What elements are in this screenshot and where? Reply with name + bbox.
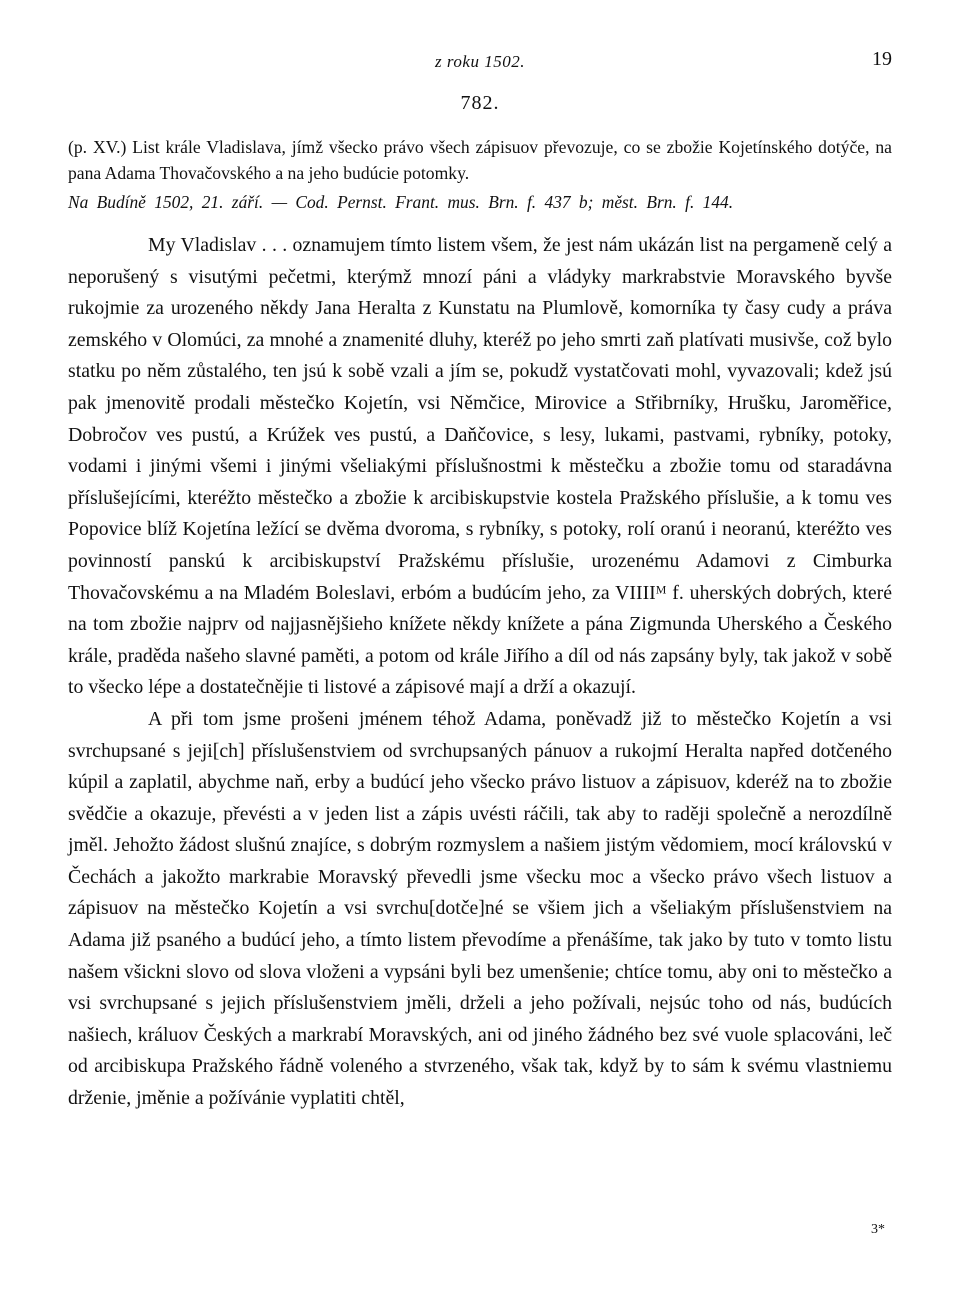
signature-mark: 3*	[871, 1222, 885, 1237]
document-number: 782.	[460, 92, 500, 114]
body-paragraph-1: My Vladislav . . . oznamujem tímto listem všem, že jest nám ukázán list na pergameně celý a neporušený s visutými pečetmi, kterýmž mnozí páni a vládyky markrabstvie Moravského byvše rukojmie za urozeného někdy Jana Heralta z Kunstatu na Plumlově, komorníka ty časy cudy a práva zemského v Olomúci, za mnohé a znamenité dluhy, kteréž po jeho smrti zaň platívati musivše, což bylo statku po něm zůstalého, ten jsú k sobě vzali a jím se, pokudž vystatčovati mohl, vyvazovali; kdež jsú pak jmenovitě prodali městečko Kojetín, vsi Němčice, Mirovice a Střibrníky, Hrušku, Jaroměřice, Dobročov ves pustú, a Krúžek ves pustú, a Daňčovice, s lesy, lukami, pastvami, rybníky, potoky, vodami i jinými všemi i jinými všeliakými příslušnostmi k městečku a zbožie tomu od staradávna příslušejícími, kteréžto městečko a zbožie k arcibiskupstvie kostela Pražského příslušie, a k tomu ves Popovice blíž Kojetína ležící se dvěma dvoroma, s rybníky, s potoky, rolí oranú i neoranú, kteréžto ves povinností panskú k arcibiskupství Pražskému příslušie, urozenému Adamovi z Cimburka Thovačovskému a na Mladém Boleslavi, erbóm a budúcím jeho, za VIIIIᴹ f. uherských dobrých, které na tom zbožie najprv od najjasnějšieho knížete někdy knížete a pána Zigmunda Uherského a Českého krále, praděda našeho slavné paměti, a potom od krále Jiřího a díl od nás zapsány byly, tak jakož v sobě to všecko lépe a dostatečnějie ti listové a zápisové mají a drží a okazují.	[68, 234, 892, 699]
running-head	[68, 46, 892, 76]
regest-reference: (p. XV.)	[68, 137, 127, 157]
running-title: z roku 1502.	[435, 52, 525, 71]
source-citation: Na Budíně 1502, 21. září. — Cod. Pernst. Frant. mus. Brn. f. 437 b; měst. Brn. f. 144.	[68, 192, 734, 212]
page-number: 19	[872, 48, 892, 70]
body-paragraph-2: A při tom jsme prošeni jménem téhož Adama, poněvadž již to městečko Kojetín a vsi svrchupsané s jeji[ch] příslušenstviem od svrchupsaných pánuov a rukojmí Heralta napřed dotčeného kúpil a zaplatil, abychme naň, erby a budúcí jeho všecko právo listuov a zápisuov, kderéž na to zbožie svědčie a okazuje, převésti a v jeden list a zápis uvésti ráčili, tak aby to raději společně a nerozdílně jměl. Jehožto žádost slušnú znajíce, s dobrým rozmyslem a našiem jistým vědomiem, mocí královskú v Čechách a jakožto markrabie Moravský převedli jsme všecku moc a všecko právo všech listuov a zápisuov na městečko Kojetín a vsi svrchu[dotče]né se všiem jich a všeliakým příslušenstviem na Adama již psaného a budúcí jeho, a tímto listem převodíme a přenášíme, tak jako by tuto v tomto listu našem všickni slovo od slova vloženi a vypsáni byli bez umenšenie; chtíce tomu, aby oni to městečko a vsi svrchupsané s jejich příslušenstviem jměli, drželi a jeho požívali, nejsúc toho od nás, budúcích našiech, králuov Českých a markrabí Moravských, ani od jiného žádného bez své vuole splacováni, leč od arcibiskupa Pražského řádně voleného a stvrzeného, však tak, když by to sám k svému vlastniemu drženie, jměnie a požívánie vyplatiti chtěl,	[68, 707, 892, 1110]
document-regest	[68, 134, 892, 186]
document-body	[68, 230, 892, 1115]
regest-text: List krále Vladislava, jímž všecko právo všech zápisuov převozuje, co se zbožie Kojetínského dotýče, na pana Adama Thovačovského a na jeho budúcie potomky.	[68, 137, 892, 183]
